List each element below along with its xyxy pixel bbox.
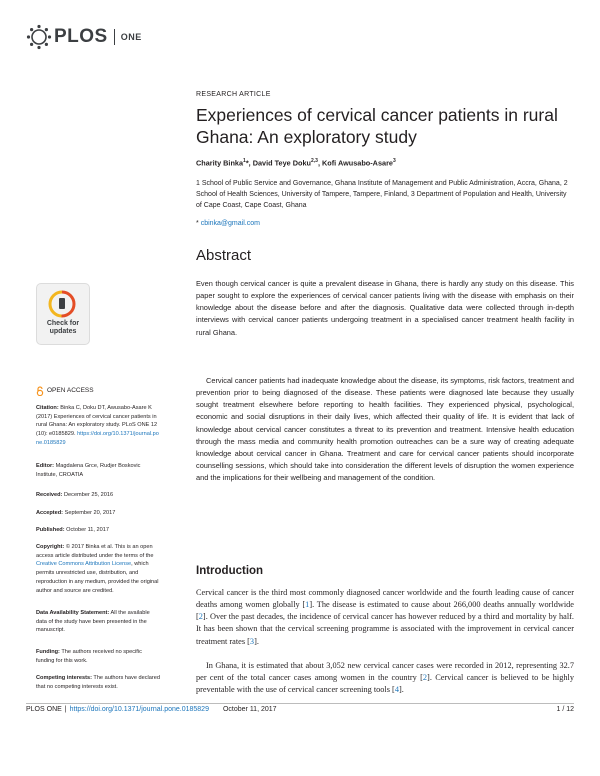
published-date: [36, 526, 160, 535]
page-number: 1 / 12: [556, 706, 574, 713]
article-title: Experiences of cervical cancer patients in rural Ghana: An exploratory study: [196, 105, 558, 147]
citation-block: [36, 404, 160, 448]
competing-interests-label: Competing interests:: [36, 675, 92, 681]
check-for-updates-button[interactable]: [36, 283, 90, 345]
plos-one-logo[interactable]: [26, 24, 142, 50]
reference-link[interactable]: 2: [422, 673, 428, 683]
funding-label: Funding:: [36, 649, 60, 655]
footer-journal: PLOS ONE: [26, 706, 62, 713]
copyright-text: , which permits unrestricted use, distribution, and reproduction in any medium, provided the original author and source are credited.: [36, 561, 159, 594]
corresponding-mark: *: [196, 220, 199, 227]
plos-logo-icon: [26, 24, 52, 50]
received-text: December 25, 2016: [64, 492, 114, 498]
body-text: . The disease is estimated to cause about 266,000 deaths annually worldwide: [312, 600, 574, 610]
citation-text: Binka C, Doku DT, Awusabo-Asare K (2017) Experiences of cervical cancer patients in rural Ghana: An exploratory study. PLoS ONE 12 (10): e0185829.: [36, 405, 158, 438]
affiliations: 1 School of Public Service and Governance, Ghana Institute of Management and Public Administration, Accra, Ghana, 2 School of Health Sciences, University of Tampere, Tampere, Finland, 3 Department of Population and Health, University of Cape Coast, Cape Coast, Ghana: [196, 180, 568, 209]
body-text: .: [401, 685, 404, 695]
author-name[interactable]: Kofi Awusabo-Asare: [322, 158, 393, 168]
published-text: October 11, 2017: [66, 527, 109, 533]
competing-interests-text: The authors have declared that no competing interests exist.: [36, 675, 160, 690]
body-text: . Cervical cancer is believed to be highly preventable with the use of cervical cancer screening tools: [196, 673, 574, 695]
introduction-paragraph: Cervical cancer is the third most commonly diagnosed cancer worldwide and the fourth leading cause of cancer deaths among women globally [1]. The disease is estimated to cause about 266,000 deaths annually worldwide [2]. Over the past decades, the incidence of cervical cancer has however reduced by a third and mortality by half. It has been shown that the cervical screening programme is associated with the improvement in cervical cancer treatment rates [3].: [196, 588, 574, 646]
reference-link[interactable]: 1: [305, 600, 310, 610]
author-name[interactable]: Charity Binka: [196, 158, 244, 168]
editor-block: [36, 462, 160, 479]
corresponding-mark: *: [245, 158, 249, 168]
introduction-paragraph: In Ghana, it is estimated that about 3,052 new cervical cancer cases were recorded in 2012, representing 32.7 per cent of the total cancer cases among women in the country [2]. Cervical cancer is believed to be highly preventable with the use of cervical cancer screening tools [4].: [196, 661, 574, 695]
open-access: [36, 386, 160, 396]
editor-label: Editor:: [36, 463, 55, 469]
abstract-paragraph: Cervical cancer patients had inadequate knowledge about the disease, its symptoms, risk factors, treatment and prevention prior to being diagnosed of the disease. These patients were diagnosed late because they usually sought treatment elsewhere before reporting to health facilities. They experienced physical, psychological, economic and social disruptions in their daily lives, which affected their quality of life. It is evident that lack of knowledge about cervical cancer constitutes a threat to its prevention and treatment. Intensive health education through the mass media and community health promotion outreaches can be a sure way of creating adequate knowledge about cervical cancer in Ghana. Treatment and care for cervical cancer patients should incorporate counselling sessions, which should take into consideration the different levels of disruption the women experience and the implications for their wellbeing and management of the condition.: [196, 376, 574, 483]
citation-doi-link[interactable]: https://doi.org/10.1371/journal.pone.0185829: [36, 431, 159, 446]
abstract-paragraph: Even though cervical cancer is quite a prevalent disease in Ghana, there is hardly any study on this disease. This paper sought to explore the experiences of cervical cancer patients living with the disease with emphasis on their knowledge about the disease before and after the diagnosis. Qualitative data were collected through in-depth interviews with cervical cancer patients undergoing treatment in a specialised cancer treatment health facility in rural Ghana.: [196, 279, 574, 337]
body-text: .: [256, 636, 259, 646]
data-availability-block: [36, 609, 160, 635]
funding-text: The authors received no specific funding for this work.: [36, 649, 142, 664]
logo-divider: [114, 29, 115, 45]
reference-link[interactable]: 3: [249, 636, 255, 646]
logo-subtext: ONE: [120, 32, 142, 42]
author-affiliation-sup: 1: [243, 158, 246, 164]
email-link[interactable]: cbinka@gmail.com: [200, 220, 260, 227]
body-text: In Ghana, it is estimated that about 3,052 new cervical cancer cases were recorded in 2012, representing 32.7 per cent of the total cancer cases among women in the country: [196, 661, 574, 683]
article-type: RESEARCH ARTICLE: [196, 91, 271, 98]
logo-text: PLOS: [54, 26, 108, 47]
copyright-block: [36, 543, 160, 595]
copyright-text: © 2017 Binka et al. This is an open access article distributed under the terms of the: [36, 544, 154, 559]
received-label: Received:: [36, 492, 63, 498]
citation-label: Citation:: [36, 405, 59, 411]
accepted-label: Accepted:: [36, 510, 64, 516]
check-for-updates-label: Check for updates: [46, 320, 80, 335]
abstract-heading: Abstract: [196, 247, 252, 264]
body-text: . Over the past decades, the incidence of cervical cancer has however reduced by a third and mortality by half. It has been shown that the cervical screening programme is associated with the improvement in cervical cancer treatment rates: [196, 612, 574, 646]
funding-block: [36, 648, 160, 665]
data-availability-label: Data Availability Statement:: [36, 610, 110, 616]
editor-text: Magdalena Grce, Rudjer Boskovic Institute, CROATIA: [36, 463, 141, 478]
author-affiliation-sup: 3: [392, 158, 396, 164]
page-footer: [26, 706, 574, 713]
license-link[interactable]: Creative Commons Attribution License: [36, 561, 132, 568]
check-for-updates-icon: [48, 290, 76, 318]
reference-link[interactable]: 2: [198, 612, 203, 622]
open-lock-icon: [36, 386, 44, 396]
author-list: Charity Binka$^1$*, David Teye Doku$^{2,3}$, Kofi Awusabo-Asare$^3$: [196, 158, 396, 168]
footer-doi-link[interactable]: https://doi.org/10.1371/journal.pone.0185829: [69, 706, 209, 713]
received-date: [36, 491, 160, 500]
competing-interests-block: [36, 674, 160, 691]
open-access-label: OPEN ACCESS: [47, 386, 94, 394]
correspondence: [196, 220, 574, 227]
body-text: Cervical cancer is the third most commonly diagnosed cancer worldwide and the fourth leading cause of cancer deaths among women globally: [196, 588, 574, 610]
author-name[interactable]: David Teye Doku: [252, 158, 311, 168]
reference-link[interactable]: 4: [394, 685, 399, 695]
introduction-heading: Introduction: [196, 565, 264, 577]
published-label: Published:: [36, 527, 65, 533]
footer-divider: [26, 703, 574, 704]
footer-date: October 11, 2017: [222, 706, 277, 713]
copyright-label: Copyright:: [36, 544, 65, 550]
accepted-text: September 20, 2017: [64, 510, 116, 516]
data-availability-text: All the available data of the study have been presented in the manuscript.: [36, 610, 150, 634]
accepted-date: [36, 509, 160, 518]
footer-separator: |: [64, 706, 67, 713]
author-affiliation-sup: 2,3: [311, 158, 318, 164]
